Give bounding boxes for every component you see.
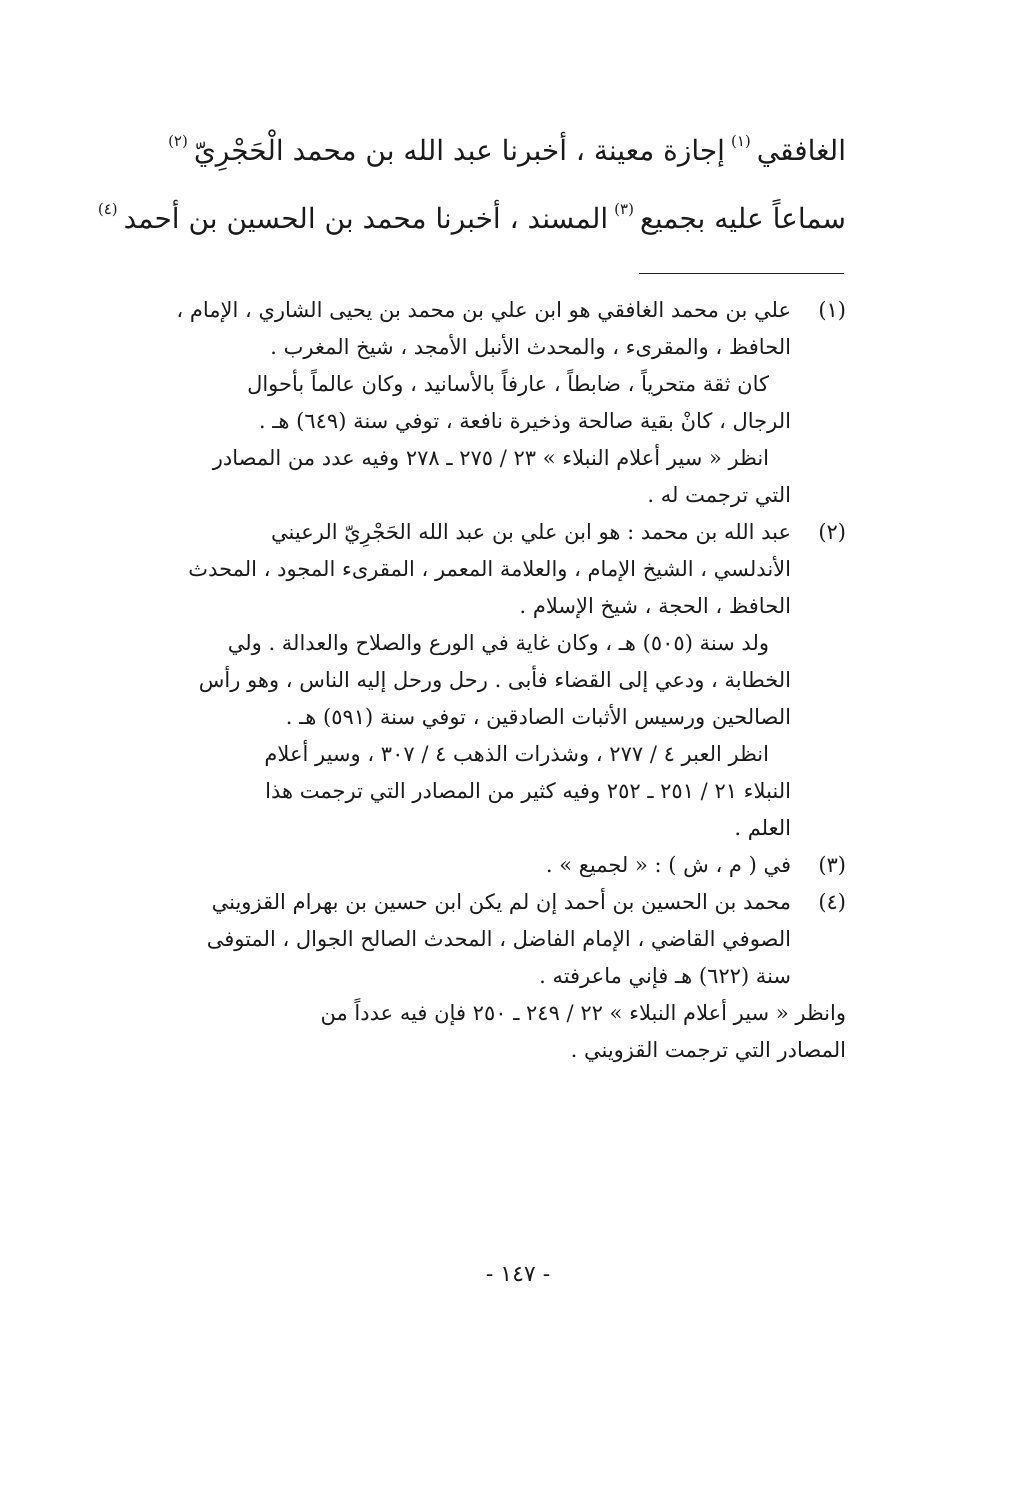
footnote-line: الحافظ ، والمقرىء ، والمحدث الأنبل الأمجد ، شيخ المغرب . [270, 335, 791, 359]
main-text-segment: الغافقي [756, 134, 846, 167]
footnote-line: الأندلسي ، الشيخ الإمام ، والعلامة المعمر ، المقرىء المجود ، المحدث [188, 557, 791, 581]
footnote-line: النبلاء ٢١ / ٢٥١ ـ ٢٥٢ وفيه كثير من المصادر التي ترجمت هذا [265, 779, 791, 803]
footnote-ref-3[interactable]: (٣) [614, 200, 634, 218]
footnote-number: (٣) [818, 853, 846, 877]
footnote-line: الصالحين ورسيس الأثبات الصادقين ، توفي سنة (٥٩١) هـ . [285, 705, 791, 729]
footnote-number: (٤) [818, 890, 846, 914]
footnote-line: انظر « سير أعلام النبلاء » ٢٣ / ٢٧٥ ـ ٢٧٨ وفيه عدد من المصادر [212, 446, 769, 470]
footnote-line: عبد الله بن محمد : هو ابن علي بن عبد الله الحَجْرِيّ الرعيني [271, 520, 791, 544]
main-text-line-2 [97, 180, 846, 248]
footnote-3 [166, 847, 846, 884]
footnote-line: الخطابة ، ودعي إلى القضاء فأبى . رحل ورحل إليه الناس ، وهو رأس [198, 668, 791, 692]
footnote-line: الرجال ، كانْ بقية صالحة وذخيرة نافعة ، توفي سنة (٦٤٩) هـ . [258, 409, 791, 433]
footnote-2 [166, 514, 846, 847]
footnote-line: الصوفي القاضي ، الإمام الفاضل ، المحدث الصالح الجوال ، المتوفى [206, 927, 791, 951]
footnote-line: في ( م ، ش ) : « لجميع » . [545, 853, 791, 877]
footnotes-section [166, 292, 846, 1069]
footnote-line: الحافظ ، الحجة ، شيخ الإسلام . [519, 594, 791, 618]
footnote-line: المصادر التي ترجمت القزويني . [570, 1038, 846, 1062]
footnote-1 [166, 292, 846, 514]
footnote-line: العلم . [734, 816, 791, 840]
footnote-line: علي بن محمد الغافقي هو ابن علي بن محمد بن يحيى الشاري ، الإمام ، [176, 298, 791, 322]
footnote-ref-2[interactable]: (٢) [168, 132, 188, 150]
main-text-segment: إجازة معينة ، أخبرنا عبد الله بن محمد الْحَجْرِيّ [193, 134, 725, 167]
main-text-segment: سماعاً عليه بجميع [639, 202, 846, 235]
main-text-segment: المسند ، أخبرنا محمد بن الحسين بن أحمد [123, 202, 609, 235]
footnote-ref-1[interactable]: (١) [730, 132, 751, 150]
footnote-divider [639, 273, 844, 274]
footnote-line: سنة (٦٢٢) هـ فإني ماعرفته . [539, 964, 791, 988]
footnote-ref-4[interactable]: (٤) [97, 200, 118, 218]
page-number: - ١٤٧ - [485, 1262, 551, 1287]
footnote-line: ولد سنة (٥٠٥) هـ ، وكان غاية في الورع والصلاح والعدالة . ولي [227, 631, 769, 655]
footnote-number: (٢) [818, 520, 846, 544]
main-text-line-1 [156, 112, 846, 180]
footnote-line: كان ثقة متحرياً ، ضابطاً ، عارفاً بالأسانيد ، وكان عالماً بأحوال [247, 372, 769, 396]
main-text [97, 112, 846, 248]
footnote-line: وانظر « سير أعلام النبلاء » ٢٢ / ٢٤٩ ـ ٢٥٠ فإن فيه عدداً من [320, 1001, 846, 1025]
footnote-4 [166, 884, 846, 1069]
footnote-line: محمد بن الحسين بن أحمد إن لم يكن ابن حسين بن بهرام القزويني [211, 890, 791, 914]
footnote-line: انظر العبر ٤ / ٢٧٧ ، وشذرات الذهب ٤ / ٣٠٧ ، وسير أعلام [264, 742, 769, 766]
footnote-number: (١) [818, 298, 846, 322]
footnote-line: التي ترجمت له . [647, 483, 791, 507]
